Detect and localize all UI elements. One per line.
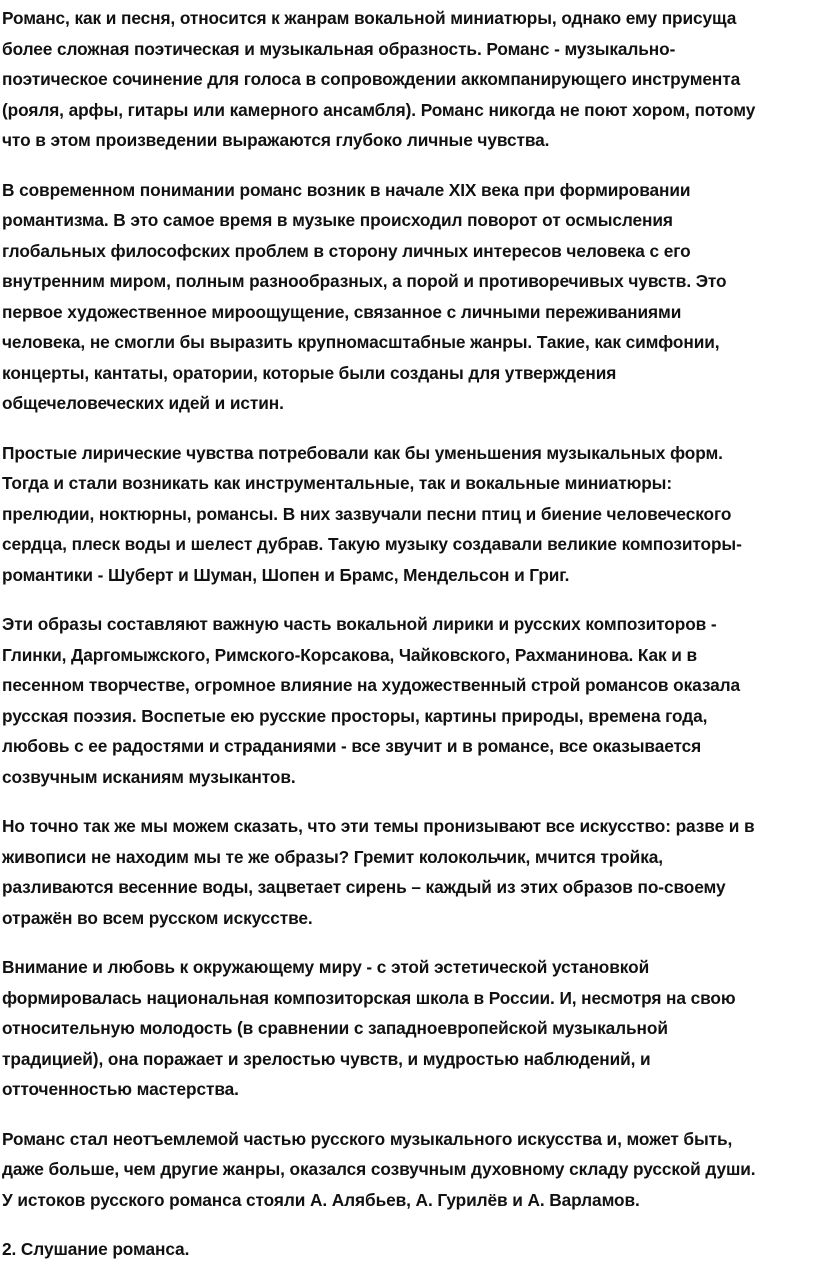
paragraph-themes-in-art: Но точно так же мы можем сказать, что эти темы пронизывают все искусство: разве и в живописи не находим мы те же образы? Гремит колокольчик, мчится тройка, разливаются весенние воды, зацветает сирень – каждый из этих образов по-своему отражён во всем русском искусстве.: [2, 816, 755, 928]
paragraph-lyrical-miniatures: Простые лирические чувства потребовали как бы уменьшения музыкальных форм. Тогда и стали возникать как инструментальные, так и вокальные миниатюры: прелюдии, ноктюрны, романсы. В них зазвучали песни птиц и биение человеческого сердца, плеск воды и шелест дубрав. Такую музыку создавали великие композиторы- романтики - Шуберт и Шуман, Шопен и Брамс, Мендельсон и Григ.: [2, 442, 742, 585]
paragraph-national-school: Внимание и любовь к окружающему миру - с этой эстетической установкой формировалась национальная композиторская школа в России. И, несмотря на свою относительную молодость (в сравнении с западноевропейской музыкальной традицией), она поражает и зрелостью чувств, и мудростью наблюдений, и отточенностью мастерства.: [2, 957, 736, 1099]
section-heading-listening: 2. Слушание романса.: [2, 1239, 190, 1259]
paragraph-russian-romance: Романс стал неотъемлемой частью русского музыкального искусства и, может быть, даже больше, чем другие жанры, оказался созвучным духовному складу русской души. У истоков русского романса стояли А. Алябьев, А. Гурилёв и А. Варламов.: [2, 1128, 756, 1210]
paragraph-romance-definition: Романс, как и песня, относится к жанрам вокальной миниатюры, однако ему присуща более сложная поэтическая и музыкальная образность. Романс - музыкально- поэтическое сочинение для голоса в сопровождении аккомпанирующего инструмента (рояля, арфы, гитары или камерного ансамбля). Романс никогда не поют хором, потому что в этом произведении выражаются глубоко личные чувства.: [2, 8, 756, 150]
paragraph-russian-composers: Эти образы составляют важную часть вокальной лирики и русских композиторов - Глинки, Даргомыжского, Римского-Корсакова, Чайковского, Рахманинова. Как и в песенном творчестве, огромное влияние на художественный строй романсов оказала русская поэзия. Воспетые ею русские просторы, картины природы, времена года, любовь с ее радостями и страданиями - все звучит и в романсе, все оказывается созвучным исканиям музыкантов.: [2, 614, 741, 787]
paragraph-romance-origin: В современном понимании романс возник в начале XIX века при формировании романтизма. В это самое время в музыке происходил поворот от осмысления глобальных философских проблем в сторону личных интересов человека с его внутренним миром, полным разнообразных, а порой и противоречивых чувств. Это первое художественное мироощущение, связанное с личными переживаниями человека, не смогли бы выразить крупномасштабные жанры. Такие, как симфонии, концерты, кантаты, оратории, которые были созданы для утверждения общечеловеческих идей и истин.: [2, 179, 727, 413]
